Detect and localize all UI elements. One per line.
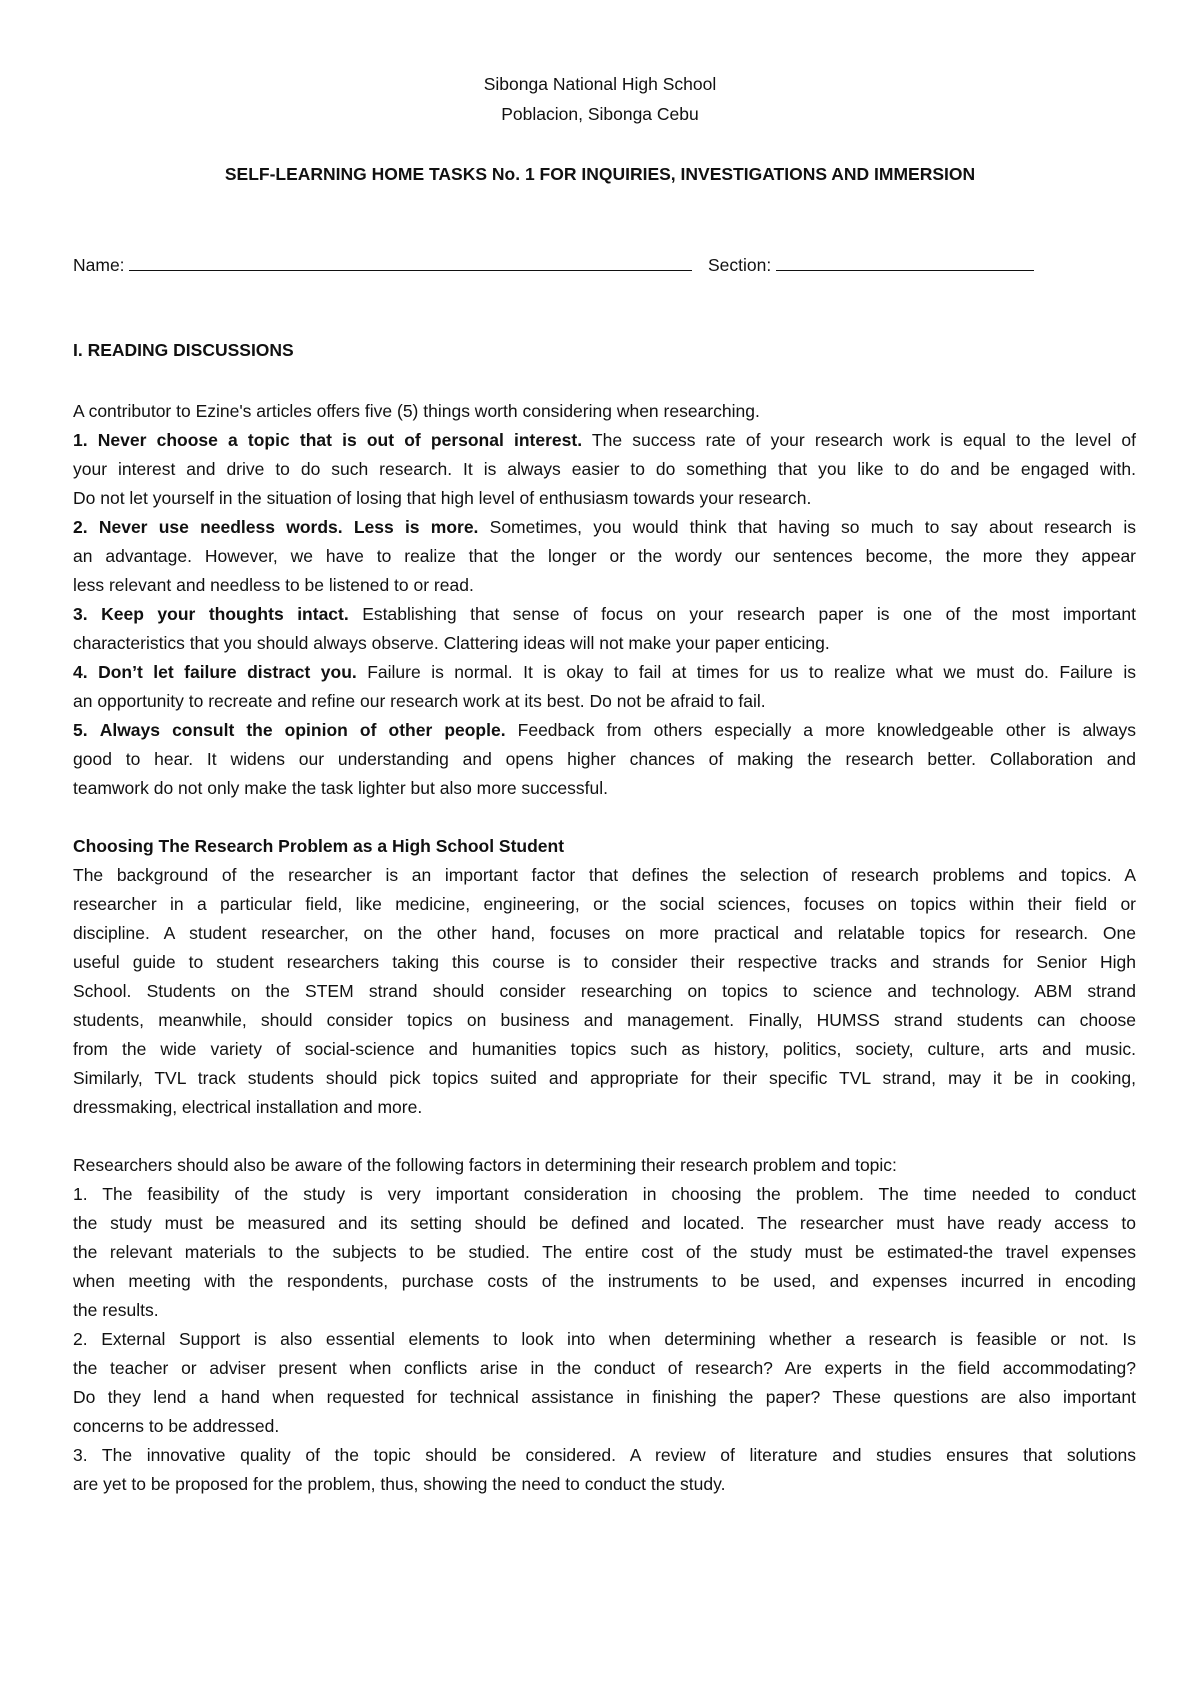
paragraph-line: from the wide variety of social-science and humanities topics such as history, politics, society, culture, arts and music. <box>73 1039 1136 1059</box>
item-title: Never choose a topic that is out of personal interest. <box>97 430 583 450</box>
paragraph-line: 1. The feasibility of the study is very important consideration in choosing the problem. The time needed to conduct <box>73 1184 1136 1204</box>
school-address: Poblacion, Sibonga Cebu <box>501 104 699 124</box>
paragraph-line: Do they lend a hand when requested for technical assistance in finishing the paper? These questions are also important <box>73 1387 1136 1407</box>
item-title: Don’t let failure distract you. <box>98 662 357 682</box>
paragraph-line: are yet to be proposed for the problem, thus, showing the need to conduct the study. <box>73 1474 726 1494</box>
name-blank-line[interactable] <box>129 252 692 271</box>
paragraph-line: concerns to be addressed. <box>73 1416 280 1436</box>
item-title: Keep your thoughts intact. <box>101 604 349 624</box>
name-field-row <box>73 252 692 276</box>
paragraph-line: dressmaking, electrical installation and more. <box>73 1097 423 1117</box>
document-title: SELF-LEARNING HOME TASKS No. 1 FOR INQUIRIES, INVESTIGATIONS AND IMMERSION <box>224 164 976 184</box>
name-label: Name: <box>73 255 125 275</box>
item-text: Sometimes, you would think that having so much to say about research is <box>489 517 1136 537</box>
list-item-line: Do not let yourself in the situation of losing that high level of enthusiasm towards your research. <box>73 488 812 508</box>
factors-intro: Researchers should also be aware of the following factors in determining their research problem and topic: <box>73 1155 897 1175</box>
list-item-line <box>73 658 1136 687</box>
item-number: 5. <box>73 720 88 740</box>
paragraph-line: 2. External Support is also essential elements to look into when determining whether a research is feasible or not. Is <box>73 1329 1136 1349</box>
list-item-line: characteristics that you should always observe. Clattering ideas will not make your paper enticing. <box>73 633 830 653</box>
item-title: Never use needless words. Less is more. <box>98 517 479 537</box>
list-item-line: your interest and drive to do such research. It is always easier to do something that you like to do and be engaged with. <box>73 459 1136 479</box>
list-item-line: teamwork do not only make the task lighter but also more successful. <box>73 778 608 798</box>
list-item-line <box>73 716 1136 745</box>
item-text: The success rate of your research work is equal to the level of <box>591 430 1136 450</box>
paragraph-line: The background of the researcher is an important factor that defines the selection of research problems and topics. A <box>73 865 1136 885</box>
paragraph-line: the results. <box>73 1300 159 1320</box>
paragraph-line: the teacher or adviser present when conflicts arise in the conduct of research? Are experts in the field accommodating? <box>73 1358 1136 1378</box>
item-title: Always consult the opinion of other people. <box>99 720 506 740</box>
item-text: Feedback from others especially a more knowledgeable other is always <box>517 720 1136 740</box>
section-field-row <box>708 252 1034 276</box>
paragraph-line: discipline. A student researcher, on the other hand, focuses on more practical and relatable topics for research. One <box>73 923 1136 943</box>
item-number: 2. <box>73 517 88 537</box>
item-number: 4. <box>73 662 88 682</box>
item-number: 1. <box>73 430 88 450</box>
paragraph-line: students, meanwhile, should consider topics on business and management. Finally, HUMSS strand students can choose <box>73 1010 1136 1030</box>
section-label: Section: <box>708 255 772 275</box>
intro-line: A contributor to Ezine's articles offers five (5) things worth considering when researching. <box>73 401 760 421</box>
list-item-line <box>73 426 1136 455</box>
paragraph-line: 3. The innovative quality of the topic should be considered. A review of literature and studies ensures that solutions <box>73 1445 1136 1465</box>
paragraph-line: when meeting with the respondents, purchase costs of the instruments to be used, and expenses incurred in encoding <box>73 1271 1136 1291</box>
school-name: Sibonga National High School <box>483 74 717 94</box>
list-item-line <box>73 513 1136 542</box>
subsection-heading: Choosing The Research Problem as a High School Student <box>73 836 565 856</box>
list-item-line: less relevant and needless to be listened to or read. <box>73 575 474 595</box>
paragraph-line: the relevant materials to the subjects to be studied. The entire cost of the study must be estimated-the travel expenses <box>73 1242 1136 1262</box>
list-item-line: an opportunity to recreate and refine our research work at its best. Do not be afraid to fail. <box>73 691 766 711</box>
item-number: 3. <box>73 604 88 624</box>
paragraph-line: researcher in a particular field, like medicine, engineering, or the social sciences, focuses on topics within their field or <box>73 894 1136 914</box>
paragraph-line: useful guide to student researchers taking this course is to consider their respective tracks and strands for Senior High <box>73 952 1136 972</box>
section-blank-line[interactable] <box>776 252 1034 271</box>
paragraph-line: Similarly, TVL track students should pick topics suited and appropriate for their specific TVL strand, may it be in cooking, <box>73 1068 1136 1088</box>
list-item-line: good to hear. It widens our understanding and opens higher chances of making the research better. Collaboration and <box>73 749 1136 769</box>
item-text: Failure is normal. It is okay to fail at times for us to realize what we must do. Failure is <box>367 662 1136 682</box>
item-text: Establishing that sense of focus on your research paper is one of the most important <box>362 604 1136 624</box>
section-heading: I. READING DISCUSSIONS <box>73 340 294 360</box>
paragraph-line: the study must be measured and its setting should be defined and located. The researcher must have ready access to <box>73 1213 1136 1233</box>
list-item-line <box>73 600 1136 629</box>
list-item-line: an advantage. However, we have to realize that the longer or the wordy our sentences become, the more they appear <box>73 546 1136 566</box>
paragraph-line: School. Students on the STEM strand should consider researching on topics to science and technology. ABM strand <box>73 981 1136 1001</box>
